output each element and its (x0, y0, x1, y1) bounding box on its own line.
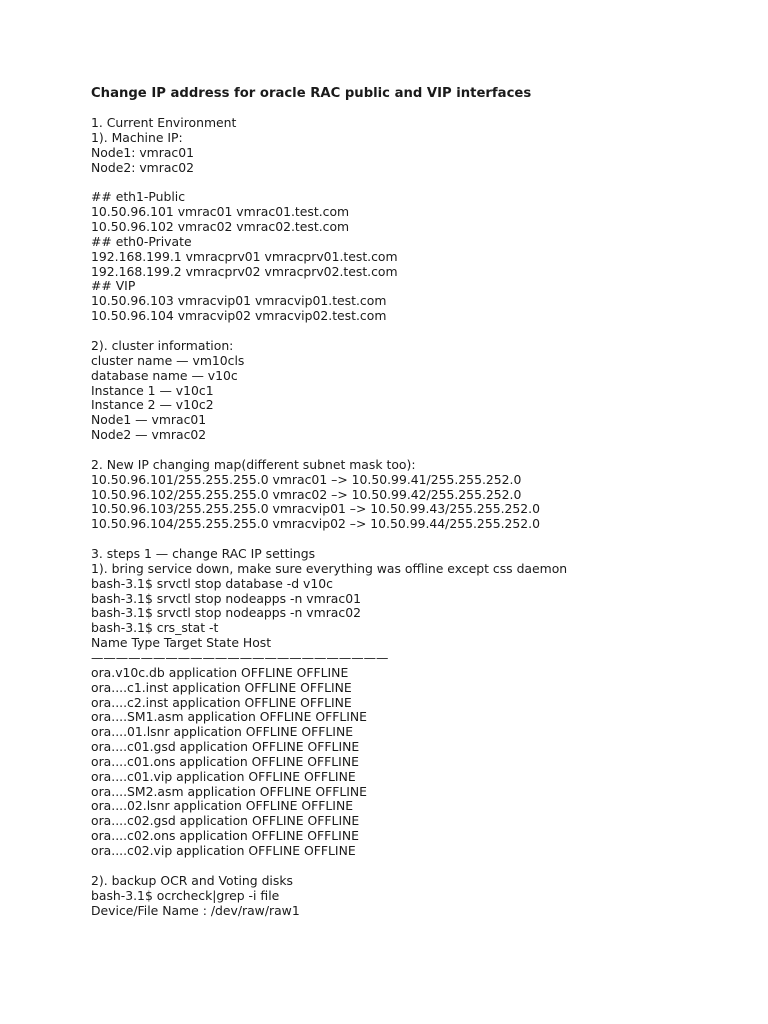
text-line: ora....c02.vip application OFFLINE OFFLINE (91, 842, 356, 858)
document-page (91, 86, 751, 933)
document-body (91, 116, 751, 918)
text-line: ora....SM2.asm application OFFLINE OFFLINE (91, 783, 368, 799)
text-line: Name Type Target State Host (91, 635, 272, 651)
text-line: Instance 2 — v10c2 (91, 397, 214, 413)
text-line: ## VIP (91, 278, 136, 294)
text-line: ora....02.lsnr application OFFLINE OFFLINE (91, 798, 354, 814)
text-line: bash-3.1$ srvctl stop database -d v10c (91, 575, 333, 591)
document-section (91, 116, 751, 175)
text-line: 2). cluster information: (91, 337, 234, 353)
text-line: 2. New IP changing map(different subnet mask too): (91, 456, 416, 472)
text-line: database name — v10c (91, 367, 238, 383)
text-line: ora....c01.ons application OFFLINE OFFLINE (91, 753, 359, 769)
text-line: 10.50.96.102 vmrac02 vmrac02.test.com (91, 219, 350, 235)
document-title: Change IP address for oracle RAC public and VIP interfaces (91, 86, 532, 101)
text-line: ora....c1.inst application OFFLINE OFFLINE (91, 679, 352, 695)
text-line: bash-3.1$ crs_stat -t (91, 620, 219, 636)
text-line: 10.50.96.101 vmrac01 vmrac01.test.com (91, 204, 350, 220)
text-line: 192.168.199.1 vmracprv01 vmracprv01.test.com (91, 248, 398, 264)
document-section (91, 339, 751, 443)
text-line: ora....01.lsnr application OFFLINE OFFLINE (91, 724, 354, 740)
document-section (91, 547, 751, 859)
document-section (91, 458, 751, 532)
text-line: 192.168.199.2 vmracprv02 vmracprv02.test.com (91, 263, 398, 279)
document-section (91, 190, 751, 324)
text-line: 10.50.96.104 vmracvip02 vmracvip02.test.com (91, 308, 387, 324)
text-line: 1). Machine IP: (91, 129, 183, 145)
text-line: 10.50.96.103/255.255.255.0 vmracvip01 –> 10.50.99.43/255.255.252.0 (91, 501, 540, 517)
text-line: ora....c01.vip application OFFLINE OFFLINE (91, 768, 356, 784)
text-line: ## eth0-Private (91, 233, 192, 249)
text-line: Node1 — vmrac01 (91, 412, 207, 428)
text-line: 10.50.96.104/255.255.255.0 vmracvip02 –> 10.50.99.44/255.255.252.0 (91, 516, 540, 532)
text-line: ## eth1-Public (91, 189, 186, 205)
text-line: 10.50.96.102/255.255.255.0 vmrac02 –> 10.50.99.42/255.255.252.0 (91, 486, 522, 502)
text-line: ora....c01.gsd application OFFLINE OFFLINE (91, 739, 360, 755)
text-line: Instance 1 — v10c1 (91, 382, 214, 398)
text-line: bash-3.1$ ocrcheck|grep -i file (91, 887, 280, 903)
text-line: ———————————————————————— (91, 650, 389, 665)
document-section (91, 874, 751, 919)
text-line: ora....c02.gsd application OFFLINE OFFLINE (91, 813, 360, 829)
text-line: cluster name — vm10cls (91, 352, 245, 368)
text-line: Device/File Name : /dev/raw/raw1 (91, 902, 300, 918)
text-line: 1. Current Environment (91, 115, 237, 130)
text-line: 10.50.96.101/255.255.255.0 vmrac01 –> 10.50.99.41/255.255.252.0 (91, 471, 522, 487)
text-line: ora....c2.inst application OFFLINE OFFLINE (91, 694, 352, 710)
text-line: ora.v10c.db application OFFLINE OFFLINE (91, 664, 349, 680)
text-line: ora....c02.ons application OFFLINE OFFLINE (91, 828, 359, 844)
text-line: bash-3.1$ srvctl stop nodeapps -n vmrac02 (91, 605, 361, 621)
text-line: 2). backup OCR and Voting disks (91, 872, 293, 888)
text-line: ora....SM1.asm application OFFLINE OFFLINE (91, 709, 368, 725)
text-line: bash-3.1$ srvctl stop nodeapps -n vmrac01 (91, 590, 361, 606)
text-line: Node2 — vmrac02 (91, 427, 207, 443)
text-line: 1). bring service down, make sure everything was offline except css daemon (91, 560, 568, 576)
text-line: Node2: vmrac02 (91, 159, 195, 175)
text-line: 10.50.96.103 vmracvip01 vmracvip01.test.com (91, 293, 387, 309)
text-line: 3. steps 1 — change RAC IP settings (91, 546, 316, 562)
text-line: Node1: vmrac01 (91, 144, 195, 160)
